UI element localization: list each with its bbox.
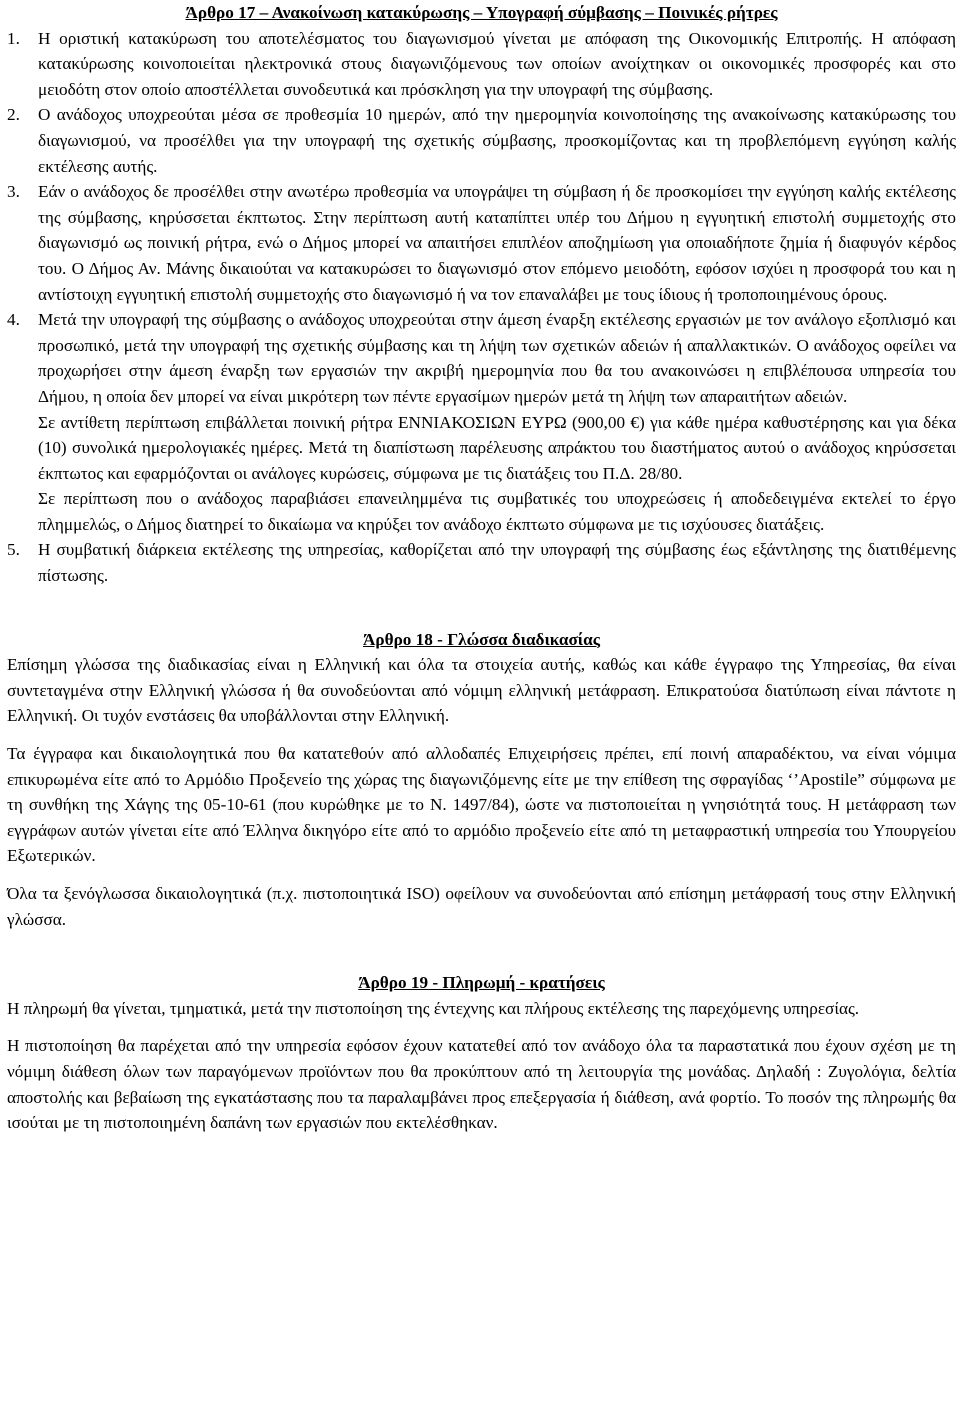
- article-17-item-4: [7, 307, 956, 409]
- item-number: 3.: [7, 182, 20, 202]
- item-number: 1.: [7, 28, 20, 48]
- article-18-title: Άρθρο 18 - Γλώσσα διαδικασίας: [363, 629, 600, 649]
- article-19-paragraph-2: Η πιστοποίηση θα παρέχεται από την υπηρεσία εφόσον έχουν κατατεθεί από τον ανάδοχο όλα τα παραστατικά που έχουν σχέση με τη νόμιμη διάθεση όλων των παραγόμενων προϊόντων που θα προκύπτουν από τη λειτουργία της μονάδας. Δηλαδή : Ζυγολόγια, δελτία αποστολής και βεβαίωση της εγκατάστασης που τα παραλαμβάνει προς επεξεργασία ή διάθεση, ανά φορτίο. Το ποσόν της πληρωμής θα ισούται με τη πιστοποιημένη δαπάνη των εργασιών που εκτελέσθηκαν.: [7, 1036, 956, 1133]
- article-17-item-2: [7, 102, 956, 179]
- article-17-item-5: [7, 537, 956, 588]
- item-number: 4.: [7, 310, 20, 330]
- article-17-title: Άρθρο 17 – Ανακοίνωση κατακύρωσης – Υπογραφή σύμβασης – Ποινικές ρήτρες: [185, 3, 778, 22]
- item-number: 5.: [7, 540, 20, 560]
- article-17-item-1: [7, 26, 956, 103]
- article-17-item-3: [7, 179, 956, 307]
- item-number: 2.: [7, 105, 20, 125]
- item-text: Εάν ο ανάδοχος δε προσέλθει στην ανωτέρω προθεσμία να υπογράψει τη σύμβαση ή δε προσκομίσει την εγγύηση καλής εκτέλεσης της σύμβασης, κηρύσσεται έκπτωτος. Στην περίπτωση αυτή καταπίπτει υπέρ του Δήμου η εγγυητική επιστολή συμμετοχής στο διαγωνισμό ως ποινική ρήτρα, ενώ ο Δήμος μπορεί να απαιτήσει επιπλέον αποζημίωση για οποιαδήποτε ζημία ή διαφυγόν κέρδος του. Ο Δήμος Αν. Μάνης δικαιούται να κατακυρώσει το διαγωνισμό στον επόμενο μειοδότη, εφόσον ισχύει η προσφορά του και η αντίστοιχη εγγυητική επιστολή συμμετοχής στο διαγωνισμό ή να τον επαναλάβει με τους ίδιους ή τροποποιημένους όρους.: [38, 182, 956, 304]
- article-18-paragraph-2: Τα έγγραφα και δικαιολογητικά που θα κατατεθούν από αλλοδαπές Επιχειρήσεις πρέπει, επί ποινή απαραδέκτου, να είναι νόμιμα επικυρωμένα είτε από το Αρμόδιο Προξενείο της χώρας της διαγωνιζόμενης είτε με την επίθεση της σφραγίδας ‘’Apostile” σύμφωνα με τη συνθήκη της Χάγης της 05-10-61 (που κυρώθηκε με το Ν. 1497/84), ώστε να πιστοποιείται η γνησιότητά τους. Η μετάφραση των εγγράφων αυτών γίνεται είτε από Έλληνα δικηγόρο είτε από το αρμόδιο προξενείο είτε από τη μεταφραστική υπηρεσία του Υπουργείου Εξωτερικών.: [7, 744, 956, 866]
- item-text: Η συμβατική διάρκεια εκτέλεσης της υπηρεσίας, καθορίζεται από την υπογραφή της σύμβασης έως εξάντλησης της διατιθέμενης πίστωσης.: [38, 540, 956, 586]
- article-17-item-4-breach-paragraph: Σε περίπτωση που ο ανάδοχος παραβιάσει επανειλημμένα τις συμβατικές του υποχρεώσεις ή αποδεδειγμένα εκτελεί το έργο πλημμελώς, ο Δήμος διατηρεί το δικαίωμα να κηρύξει τον ανάδοχο έκπτωτο σύμφωνα με τις ισχύουσες διατάξεις.: [38, 489, 956, 534]
- article-18-paragraph-3: Όλα τα ξενόγλωσσα δικαιολογητικά (π.χ. πιστοποιητικά ISO) οφείλουν να συνοδεύονται από επίσημη μετάφρασή τους στην Ελληνική γλώσσα.: [7, 884, 956, 929]
- article-18-paragraph-1: Επίσημη γλώσσα της διαδικασίας είναι η Ελληνική και όλα τα στοιχεία αυτής, καθώς και κάθε έγγραφο της Υπηρεσίας, θα είναι συντεταγμένα στην Ελληνική γλώσσα ή θα συνοδεύονται από νόμιμη ελληνική μετάφραση. Επικρατούσα διατύπωση είναι πάντοτε η Ελληνική. Οι τυχόν ενστάσεις θα υποβάλλονται στην Ελληνική.: [7, 655, 956, 726]
- item-text: Η οριστική κατακύρωση του αποτελέσματος του διαγωνισμού γίνεται με απόφαση της Οικονομικής Επιτροπής. Η απόφαση κατακύρωσης κοινοποιείται ηλεκτρονικά στους διαγωνιζόμενους των οποίων ανοίχτηκαν οι οικονομικές προσφορές και στο μειοδότη στον οποίο αποστέλλεται συνοδευτικά και πρόσκληση για την υπογραφή της σύμβασης.: [38, 28, 956, 99]
- item-text: Ο ανάδοχος υποχρεούται μέσα σε προθεσμία 10 ημερών, από την ημερομηνία κοινοποίησης της ανακοίνωσης κατακύρωσης του διαγωνισμού, να προσέλθει για την υπογραφή της σχετικής σύμβασης, προσκομίζοντας και τη προβλεπόμενη εγγύηση καλής εκτέλεσης αυτής.: [38, 105, 956, 176]
- article-17-item-4-penalty-paragraph: Σε αντίθετη περίπτωση επιβάλλεται ποινική ρήτρα ΕΝΝΙΑΚΟΣΙΩΝ ΕΥΡΩ (900,00 €) για κάθε ημέρα καθυστέρησης και για δέκα (10) συνολικά ημερολογιακές ημέρες. Μετά τη διαπίστωση παρέλευσης απράκτου του διαστήματος αυτού ο ανάδοχος κηρύσσεται έκπτωτος και εφαρμόζονται οι ανάλογες κυρώσεις, σύμφωνα με τις διατάξεις του Π.Δ. 28/80.: [38, 412, 956, 483]
- item-text: Μετά την υπογραφή της σύμβασης ο ανάδοχος υποχρεούται στην άμεση έναρξη εκτέλεσης εργασιών με τον ανάλογο εξοπλισμό και προσωπικό, μετά την υπογραφή της σχετικής σύμβασης και τη λήψη των σχετικών αδειών ή απαλλακτικών. Ο ανάδοχος οφείλει να προχωρήσει στην άμεση έναρξη των εργασιών την ακριβή ημερομηνία που θα του ανακοινώσει η επιβλέπουσα υπηρεσία του Δήμου, η οποία δεν μπορεί να είναι μικρότερη των πέντε εργασίμων ημερών μετά τη λήψη των απαραιτήτων αδειών.: [38, 310, 956, 406]
- article-19-title: Άρθρο 19 - Πληρωμή - κρατήσεις: [358, 973, 605, 993]
- article-19-paragraph-1: Η πληρωμή θα γίνεται, τμηματικά, μετά την πιστοποίηση της έντεχνης και πλήρους εκτέλεσης της παρεχόμενης υπηρεσίας.: [7, 998, 860, 1018]
